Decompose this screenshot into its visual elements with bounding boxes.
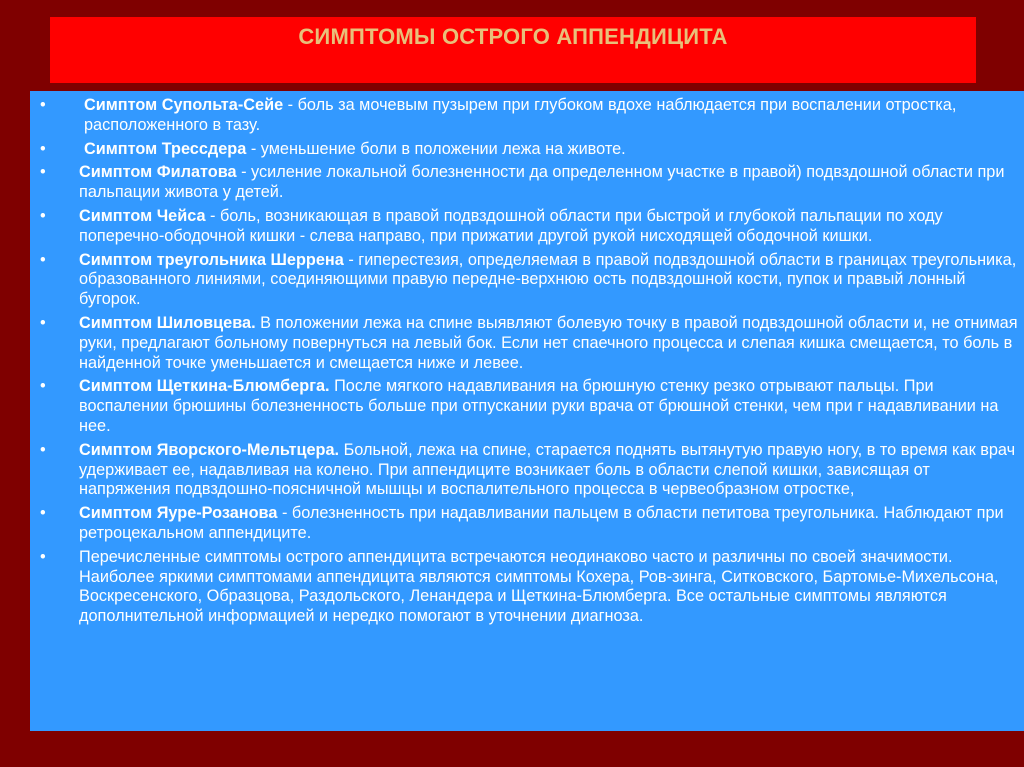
- item-text: - гиперестезия, определяемая в правой подвздошной области в границах треугольника, образованного линиями, соединяющими правую передне-верхнюю ость подвздошной кости, пупок и правый лонный бугорок.: [79, 250, 1017, 309]
- list-item: [30, 377, 1024, 436]
- item-text: В положении лежа на спине выявляют болевую точку в правой подвздошной области и, не отнимая руки, предлагают больному повернуться на левый бок. Если нет спаечного процесса и слепая кишка смещается, то боль в найденной точке уменьшается и смещается ниже и левее.: [79, 313, 1018, 372]
- list-item: [30, 314, 1024, 373]
- bullet-icon: •: [40, 163, 46, 182]
- item-text: - болезненность при надавливании пальцем в области петитова треугольника. Наблюдают при ретроцекальном аппендиците.: [79, 504, 1004, 542]
- bullet-icon: •: [40, 313, 46, 332]
- bullet-icon: •: [40, 547, 46, 566]
- item-term: Симптом Чейса: [79, 206, 206, 225]
- item-term: Симптом Трессдера: [84, 139, 247, 158]
- item-term: Симптом треугольника Шеррена: [79, 250, 344, 269]
- item-term: Симптом Щеткина-Блюмберга.: [79, 377, 330, 396]
- item-text: - боль, возникающая в правой подвздошной области при быстрой и глубокой пальпации по ходу поперечно-ободочной кишки - слева направо, при прижатии другой рукой нисходящей ободочной кишки.: [79, 206, 943, 245]
- title-banner: [50, 17, 976, 83]
- bullet-icon: •: [40, 250, 46, 269]
- item-term: Симптом Супольта-Сейе: [84, 96, 284, 114]
- item-text: - боль за мочевым пузырем при глубоком вдохе наблюдается при воспалении отростка, расположенного в тазу.: [84, 96, 957, 134]
- list-item: [30, 96, 1024, 136]
- item-text: - усиление локальной болезненности да определенном участке в правой) подвздошной области при пальпации живота у детей.: [79, 163, 1005, 202]
- bullet-icon: •: [40, 377, 46, 396]
- item-text: Перечисленные симптомы острого аппендицита встречаются неодинаково часто и различны по своей значимости. Наиболее яркими симптомами аппендицита являются симптомы Кохера, Ров-зинга, Ситковского, Бартомье-Михельсона, Воскресенского, Образцова, Раздольского, Ленандера и Щеткина-Блюмберга. Все остальные симптомы являются дополнительной информацией и нередко помогают в уточнении диагноза.: [79, 547, 999, 626]
- list-item: [30, 251, 1024, 310]
- item-term: Симптом Шиловцева.: [79, 313, 256, 332]
- content-panel: [30, 91, 1024, 731]
- bullet-icon: •: [40, 504, 46, 523]
- list-item: [30, 163, 1024, 203]
- bullet-icon: •: [40, 440, 46, 459]
- item-term: Симптом Филатова: [79, 163, 237, 182]
- bullet-icon: •: [40, 96, 46, 114]
- bullet-icon: •: [40, 139, 46, 158]
- item-text: - уменьшение боли в положении лежа на животе.: [246, 139, 626, 158]
- item-text: После мягкого надавливания на брюшную стенку резко отрывают пальцы. При воспалении брюшины болезненность больше при отпускании руки врача от брюшной стенки, чем при г надавливании на нее.: [79, 377, 999, 435]
- list-item: [30, 140, 1024, 160]
- slide-title: СИМПТОМЫ ОСТРОГО АППЕНДИЦИТА: [298, 24, 728, 49]
- list-item: [30, 207, 1024, 247]
- bullet-icon: •: [40, 206, 46, 225]
- item-text: Больной, лежа на спине, старается поднять вытянутую правую ногу, в то время как врач удерживает ее, надавливая на колено. При аппендиците возникает боль в области слепой кишки, зависящая от напряжения подвздошно-поясничной мышцы и воспалительного процесса в червеобразном отростке,: [79, 440, 1016, 499]
- item-term: Симптом Яворского-Мельтцера.: [79, 440, 340, 459]
- list-item: [30, 441, 1024, 500]
- list-item: [30, 504, 1024, 544]
- item-term: Симптом Яуре-Розанова: [79, 504, 278, 523]
- list-item: [30, 548, 1024, 627]
- symptom-list: [30, 96, 1024, 631]
